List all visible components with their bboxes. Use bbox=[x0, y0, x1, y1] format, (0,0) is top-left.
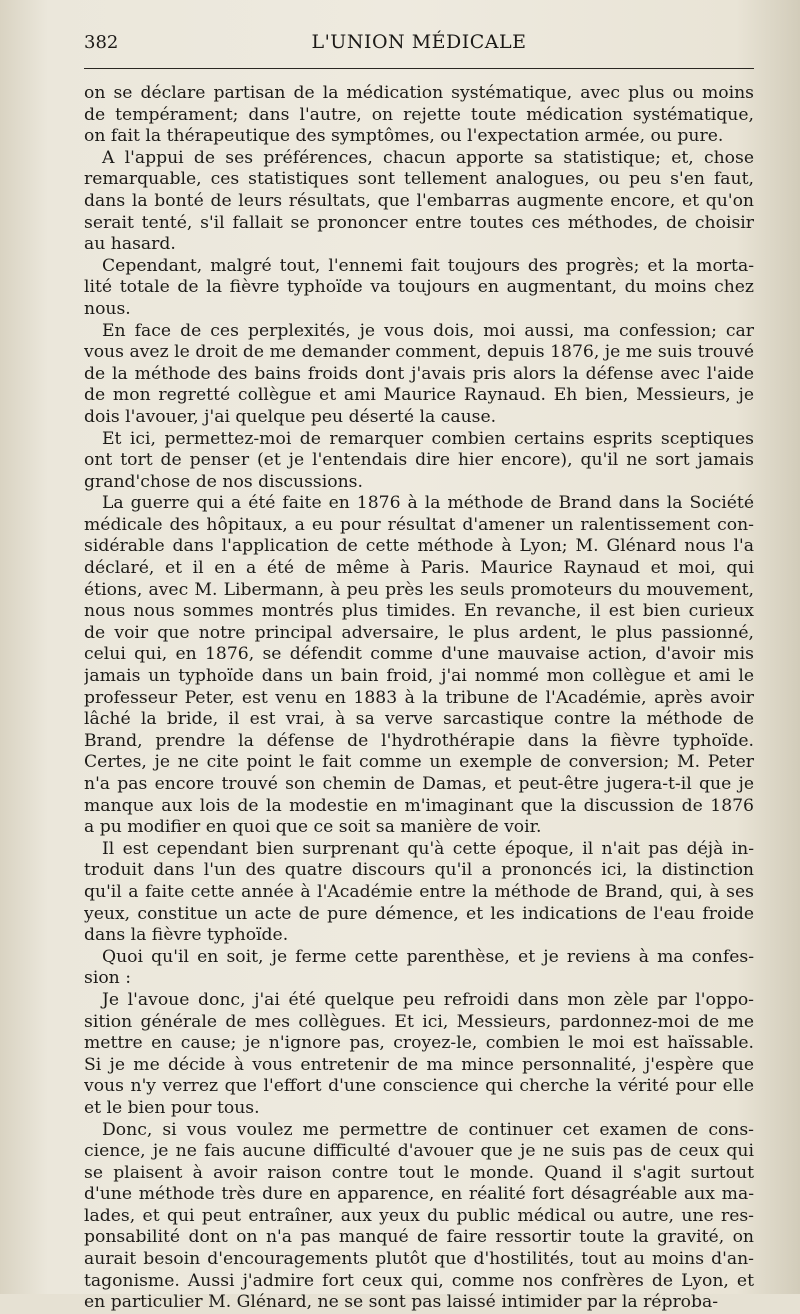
text-line: au hasard. bbox=[84, 234, 176, 255]
text-line: yeux, constitue un acte de pure démence, et les indications de l'eau froide bbox=[84, 903, 754, 924]
text-line: cience, je ne fais aucune difficulté d'avouer que je ne suis pas de ceux qui bbox=[84, 1141, 754, 1162]
text-line: étions, avec M. Libermann, à peu près les seuls promoteurs du mouvement, bbox=[84, 579, 754, 600]
text-line: Cependant, malgré tout, l'ennemi fait toujours des progrès; et la morta- bbox=[102, 255, 754, 276]
text-line: de la méthode des bains froids dont j'avais pris alors la défense avec l'aide bbox=[84, 363, 754, 384]
text-line: lâché la bride, il est vrai, à sa verve sarcastique contre la méthode de bbox=[84, 709, 754, 730]
text-line: serait tenté, s'il fallait se prononcer entre toutes ces méthodes, de choisir bbox=[84, 212, 754, 233]
text-line: vous avez le droit de me demander comment, depuis 1876, je me suis trouvé bbox=[84, 342, 754, 363]
text-line: de mon regretté collègue et ami Maurice Raynaud. Eh bien, Messieurs, je bbox=[84, 385, 754, 406]
body-text bbox=[84, 83, 754, 1314]
text-line: et le bien pour tous. bbox=[84, 1097, 260, 1118]
text-line: ponsabilité dont on n'a pas manqué de faire ressortir toute la gravité, on bbox=[84, 1227, 754, 1248]
header-rule bbox=[84, 68, 754, 69]
text-line: se plaisent à avoir raison contre tout le monde. Quand il s'agit surtout bbox=[84, 1162, 754, 1183]
text-line: Donc, si vous voulez me permettre de continuer cet examen de cons- bbox=[102, 1119, 754, 1140]
text-line: Et ici, permettez-moi de remarquer combien certains esprits sceptiques bbox=[102, 428, 754, 449]
text-line: tagonisme. Aussi j'admire fort ceux qui, comme nos confrères de Lyon, et bbox=[84, 1270, 754, 1291]
text-line: vous n'y verrez que l'effort d'une conscience qui cherche la vérité pour elle bbox=[84, 1076, 754, 1097]
text-line: ont tort de penser (et je l'entendais dire hier encore), qu'il ne sort jamais bbox=[84, 450, 754, 471]
text-line: mettre en cause; je n'ignore pas, croyez-le, combien le moi est haïssable. bbox=[84, 1033, 754, 1054]
text-line: sidérable dans l'application de cette méthode à Lyon; M. Glénard nous l'a bbox=[84, 536, 754, 557]
text-line: manque aux lois de la modestie en m'imaginant que la discussion de 1876 bbox=[84, 795, 754, 816]
text-line: lades, et qui peut entraîner, aux yeux du public médical ou autre, une res- bbox=[84, 1205, 754, 1226]
text-line: sition générale de mes collègues. Et ici, Messieurs, pardonnez-moi de me bbox=[84, 1011, 754, 1032]
text-line: sion : bbox=[84, 968, 131, 989]
text-line: A l'appui de ses préférences, chacun apporte sa statistique; et, chose bbox=[102, 147, 754, 168]
text-line: en particulier M. Glénard, ne se sont pas laissé intimider par la réproba- bbox=[84, 1292, 719, 1313]
text-line: nous. bbox=[84, 298, 131, 319]
text-line: on se déclare partisan de la médication systématique, avec plus ou moins bbox=[84, 83, 754, 103]
text-line: de voir que notre principal adversaire, le plus ardent, le plus passionné, bbox=[84, 622, 754, 643]
journal-title: L'UNION MÉDICALE bbox=[311, 31, 527, 53]
text-line: déclaré, et il en a été de même à Paris. Maurice Raynaud et moi, qui bbox=[84, 558, 754, 579]
text-line: d'une méthode très dure en apparence, en réalité fort désagréable aux ma- bbox=[84, 1184, 754, 1205]
text-line: remarquable, ces statistiques sont tellement analogues, ou peu s'en faut, bbox=[84, 169, 754, 190]
text-line: nous nous sommes montrés plus timides. En revanche, il est bien curieux bbox=[84, 601, 754, 622]
page-number: 382 bbox=[84, 32, 119, 53]
text-line: qu'il a faite cette année à l'Académie entre la méthode de Brand, qui, à ses bbox=[84, 881, 754, 902]
text-line: Brand, prendre la défense de l'hydrothérapie dans la fièvre typhoïde. bbox=[84, 730, 754, 751]
text-line: grand'chose de nos discussions. bbox=[84, 471, 363, 492]
text-line: dois l'avouer, j'ai quelque peu déserté la cause. bbox=[84, 406, 497, 427]
text-line: professeur Peter, est venu en 1883 à la tribune de l'Académie, après avoir bbox=[84, 687, 754, 708]
text-line: En face de ces perplexités, je vous dois, moi aussi, ma confession; car bbox=[102, 320, 754, 341]
text-line: médicale des hôpitaux, a eu pour résultat d'amener un ralentissement con- bbox=[84, 514, 754, 535]
text-line: La guerre qui a été faite en 1876 à la méthode de Brand dans la Société bbox=[102, 493, 754, 514]
running-head bbox=[84, 30, 754, 58]
text-line: Je l'avoue donc, j'ai été quelque peu refroidi dans mon zèle par l'oppo- bbox=[102, 989, 754, 1010]
text-line: Quoi qu'il en soit, je ferme cette parenthèse, et je reviens à ma confes- bbox=[102, 946, 754, 967]
text-line: a pu modifier en quoi que ce soit sa manière de voir. bbox=[84, 817, 542, 838]
text-line: de tempérament; dans l'autre, on rejette toute médication systématique, bbox=[84, 104, 754, 125]
text-line: aurait besoin d'encouragements plutôt que d'hostilités, tout au moins d'an- bbox=[84, 1249, 754, 1270]
text-line: troduit dans l'un des quatre discours qu'il a prononcés ici, la distinction bbox=[84, 860, 754, 881]
text-line: lité totale de la fièvre typhoïde va toujours en augmentant, du moins chez bbox=[84, 277, 754, 298]
text-line: dans la fièvre typhoïde. bbox=[84, 925, 289, 946]
text-line: Si je me décide à vous entretenir de ma mince personnalité, j'espère que bbox=[84, 1054, 754, 1075]
text-line: Certes, je ne cite point le fait comme un exemple de conversion; M. Peter bbox=[84, 752, 754, 773]
text-line: jamais un typhoïde dans un bain froid, j'ai nommé mon collègue et ami le bbox=[84, 666, 754, 687]
text-line: n'a pas encore trouvé son chemin de Damas, et peut-être jugera-t-il que je bbox=[84, 774, 754, 794]
text-line: dans la bonté de leurs résultats, que l'embarras augmente encore, et qu'on bbox=[84, 190, 754, 211]
text-line: on fait la thérapeutique des symptômes, ou l'expectation armée, ou pure. bbox=[84, 126, 724, 147]
text-line: Il est cependant bien surprenant qu'à cette époque, il n'ait pas déjà in- bbox=[102, 838, 754, 859]
text-line: celui qui, en 1876, se défendit comme d'une mauvaise action, d'avoir mis bbox=[84, 644, 754, 665]
